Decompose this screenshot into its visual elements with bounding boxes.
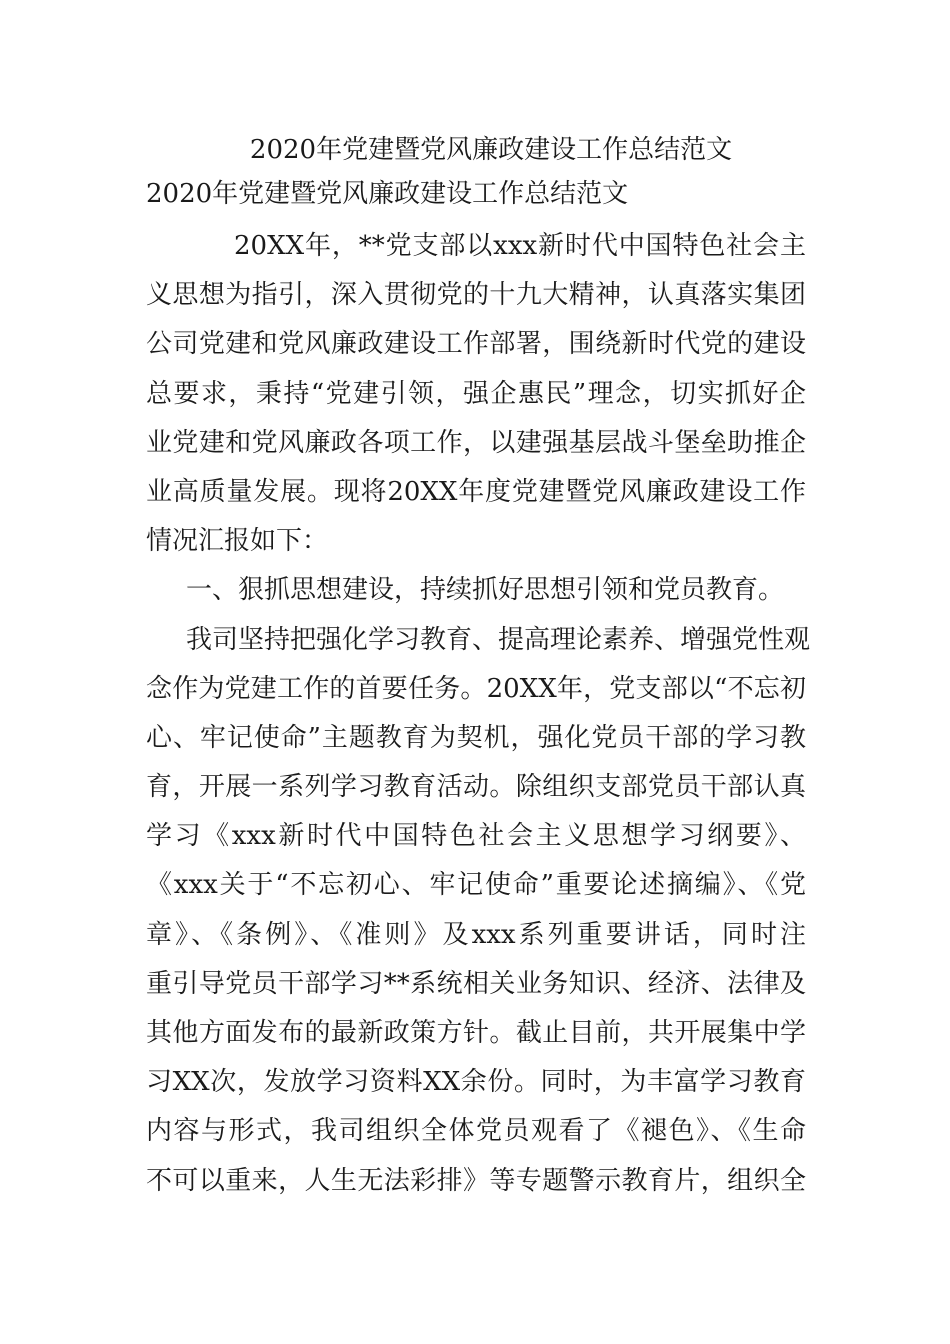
- paragraph-line: 情况汇报如下：: [146, 526, 329, 557]
- paragraph-line: 公司党建和党风廉政建设工作部署，围绕新时代党的建设: [146, 329, 806, 360]
- section-heading-1: [146, 566, 806, 615]
- paragraph-line: 义思想为指引，深入贯彻党的十九大精神，认真落实集团: [146, 280, 806, 311]
- paragraph-line: 育，开展一系列学习教育活动。除组织支部党员干部认真: [146, 772, 806, 803]
- paragraph-study: [146, 616, 811, 1206]
- document-title-left: 2020年党建暨党风廉政建设工作总结范文: [146, 179, 629, 209]
- heading-line: 一、狠抓思想建设，持续抓好思想引领和党员教育。: [186, 575, 785, 606]
- paragraph-intro: [146, 222, 806, 566]
- paragraph-line: 心、牢记使命”主题教育为契机，强化党员干部的学习教: [146, 722, 806, 753]
- paragraph-line: 学习《xxx新时代中国特色社会主义思想学习纲要》、: [146, 821, 806, 852]
- paragraph-line: 业高质量发展。现将20XX年度党建暨党风廉政建设工作: [146, 476, 806, 507]
- paragraph-line: 习XX次，发放学习资料XX余份。同时，为丰富学习教育: [146, 1067, 806, 1098]
- paragraph-line: 业党建和党风廉政各项工作，以建强基层战斗堡垒助推企: [146, 427, 806, 458]
- paragraph-line: 重引导党员干部学习**系统相关业务知识、经济、法律及: [146, 968, 806, 999]
- paragraph-line: 我司坚持把强化学习教育、提高理论素养、增强党性观: [186, 624, 811, 655]
- paragraph-line: 《xxx关于“不忘初心、牢记使命”重要论述摘编》、《党: [146, 870, 806, 901]
- paragraph-line: 内容与形式，我司组织全体党员观看了《褪色》、《生命: [146, 1116, 806, 1147]
- paragraph-line: 念作为党建工作的首要任务。20XX年，党支部以“不忘初: [146, 673, 806, 704]
- paragraph-line: 其他方面发布的最新政策方针。截止目前，共开展集中学: [146, 1018, 806, 1048]
- paragraph-line: 章》、《条例》、《准则》及xxx系列重要讲话，同时注: [146, 919, 806, 950]
- paragraph-line: 总要求，秉持“党建引领，强企惠民”理念，切实抓好企: [146, 378, 806, 409]
- document-page: [146, 128, 811, 1206]
- document-title-centered: 2020年党建暨党风廉政建设工作总结范文: [249, 135, 733, 165]
- paragraph-line: 20XX年，**党支部以xxx新时代中国特色社会主: [234, 231, 806, 261]
- paragraph-line: 不可以重来，人生无法彩排》等专题警示教育片，组织全: [146, 1165, 806, 1196]
